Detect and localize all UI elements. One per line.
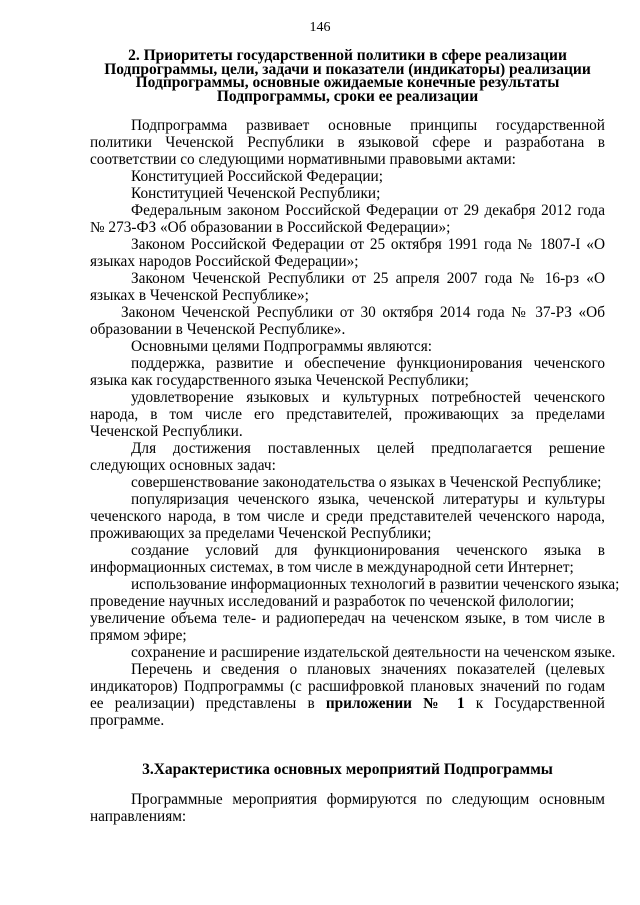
section-2-title-line: Подпрограммы, сроки ее реализации xyxy=(216,87,479,105)
paragraph-goal: удовлетворение языковых и культурных потребностей чеченского народа, в том числе его представителей, проживающих за пределами Чеченской Республики. xyxy=(90,389,605,440)
section-2-title-line: Подпрограммы, основные ожидаемые конечные результаты xyxy=(135,74,560,91)
paragraph-task: популяризация чеченского языка, чеченской литературы и культуры чеченского народа, в том числе и среди представителей чеченского народа, проживающих за пределами Чеченской Республики; xyxy=(90,491,605,542)
paragraph-task: сохранение и расширение издательской деятельности на чеченском языке. xyxy=(131,644,616,661)
paragraph-act: Законом Российской Федерации от 25 октября 1991 года № 1807-I «О языках народов Российской Федерации»; xyxy=(90,236,605,270)
section-2-title xyxy=(90,49,605,103)
appendix-reference: приложении № 1 xyxy=(325,695,465,712)
paragraph-indicators xyxy=(90,661,605,729)
paragraph-directions: Программные мероприятия формируются по следующим основным направлениям: xyxy=(90,791,605,825)
indicators-text-end: к Государственной программе. xyxy=(90,695,605,729)
paragraph-task: проведение научных исследований и разработок по чеченской филологии; xyxy=(90,593,575,610)
paragraph-act: Законом Чеченской Республики от 30 октября 2014 года № 37-РЗ «Об образовании в Чеченской Республике». xyxy=(90,304,605,338)
paragraph-goals-intro: Основными целями Подпрограммы являются: xyxy=(131,338,432,355)
paragraph-tasks-intro: Для достижения поставленных целей предполагается решение следующих основных задач: xyxy=(90,440,605,474)
paragraph-goal: поддержка, развитие и обеспечение функционирования чеченского языка как государственного языка Чеченской Республики; xyxy=(90,355,605,389)
paragraph-intro: Подпрограмма развивает основные принципы государственной политики Чеченской Республики в языковой сфере и разработана в соответствии со следующими нормативными правовыми актами: xyxy=(90,117,605,168)
section-3-title: 3.Характеристика основных мероприятий Подпрограммы xyxy=(142,761,553,778)
paragraph-act: Конституцией Российской Федерации; xyxy=(131,168,383,185)
section-2-title-line: 2. Приоритеты государственной политики в сфере реализации xyxy=(128,47,567,64)
indicators-text-start: Перечень и сведения о плановых значениях показателей (целевых индикаторов) Подпрограммы (с расшифровкой плановых значений по годам ее реализации) представлены в xyxy=(90,661,605,712)
paragraph-act: Конституцией Чеченской Республики; xyxy=(131,185,381,202)
paragraph-task: создание условий для функционирования чеченского языка в информационных системах, в том числе в международной сети Интернет; xyxy=(90,542,605,576)
page-number: 146 xyxy=(309,20,331,35)
section-3-body xyxy=(90,791,605,825)
section-2-body xyxy=(90,117,620,729)
paragraph-act: Законом Чеченской Республики от 25 апреля 2007 года № 16-рз «О языках в Чеченской Республике»; xyxy=(90,270,605,304)
paragraph-task: совершенствование законодательства о языках в Чеченской Республике; xyxy=(131,474,602,491)
paragraph-task: использование информационных технологий в развитии чеченского языка; xyxy=(131,576,620,593)
paragraph-task: увеличение объема теле- и радиопередач на чеченском языке, в том числе в прямом эфире; xyxy=(90,610,605,644)
section-2-title-line: Подпрограммы, цели, задачи и показатели (индикаторы) реализации xyxy=(104,60,591,78)
paragraph-act: Федеральным законом Российской Федерации от 29 декабря 2012 года № 273-ФЗ «Об образовании в Российской Федерации»; xyxy=(90,202,605,236)
